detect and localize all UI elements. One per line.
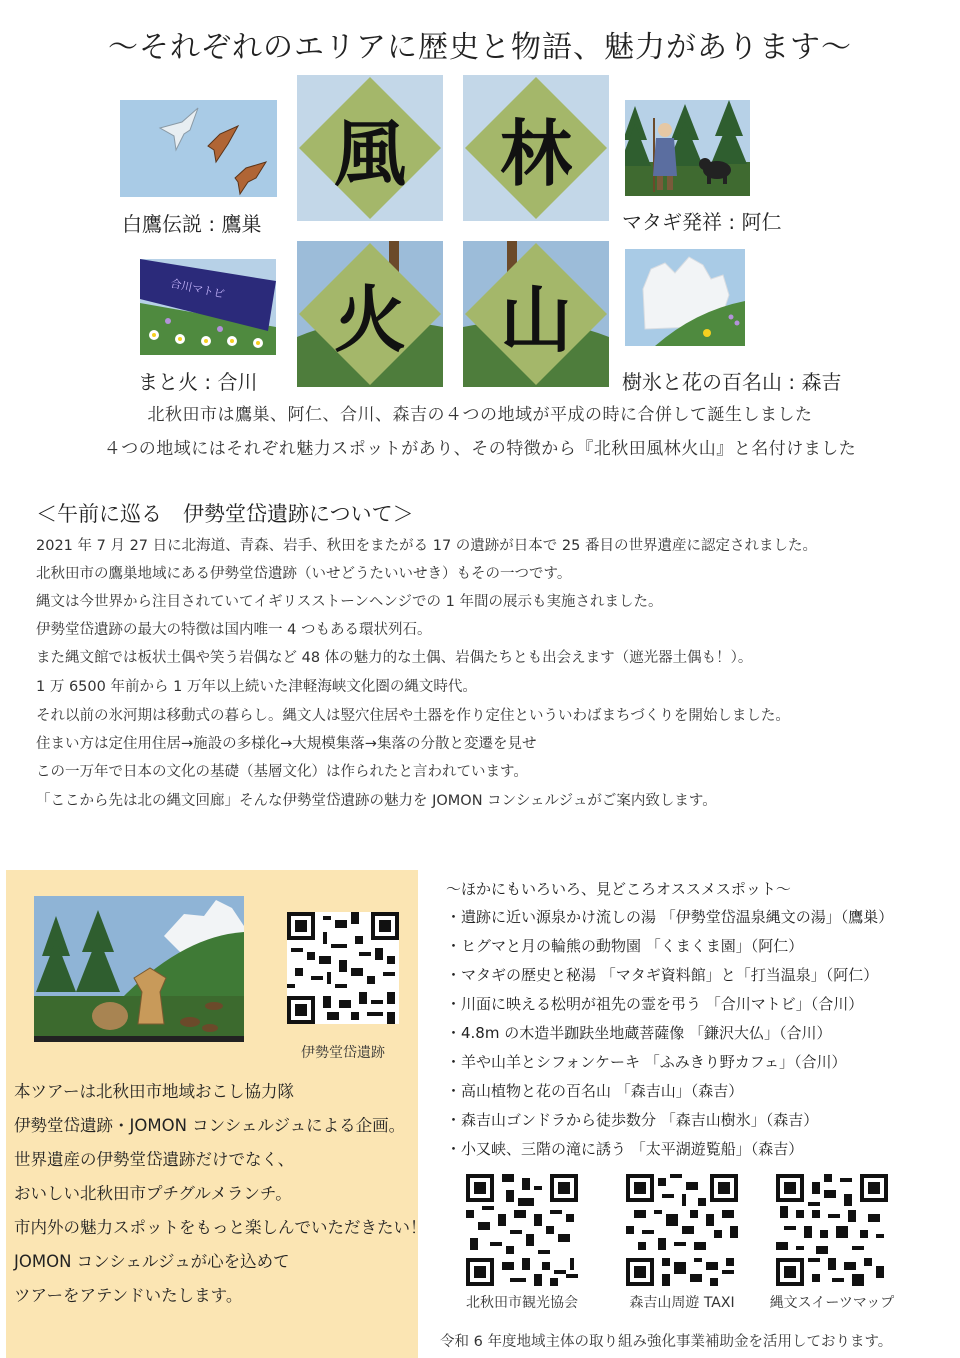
spot-item: ・マタギの歴史と秘湯 「マタギ資料館」と「打当温泉」（阿仁） bbox=[446, 966, 879, 984]
qr-label-sweets-map: 縄文スイーツマップ bbox=[769, 1295, 895, 1311]
section-heading: ＜午前に巡る 伊勢堂岱遺跡について＞ bbox=[36, 502, 414, 526]
qr-label-taxi: 森吉山周遊 TAXI bbox=[629, 1295, 735, 1311]
panel-line: 伊勢堂岱遺跡・JOMON コンシェルジュによる企画。 bbox=[14, 1116, 406, 1135]
banner-text: 合川マトビ bbox=[169, 276, 226, 302]
qr-label-tourism-association: 北秋田市観光協会 bbox=[466, 1295, 578, 1311]
caption-juhyo: 樹氷と花の百名山 : 森吉 bbox=[622, 370, 842, 394]
body-line: 2021 年 7 月 27 日に北海道、青森、岩手、秋田をまたがる 17 の遺跡が日本で 25 番目の世界遺産に認定されました。 bbox=[36, 538, 817, 554]
hawk-illustration bbox=[120, 100, 277, 197]
body-line: 「ここから先は北の縄文回廊」そんな伊勢堂岱遺跡の魅力を JOMON コンシェルジュがご案内致します。 bbox=[36, 793, 717, 809]
intro-line-1: 北秋田市は鷹巣、阿仁、合川、森吉の４つの地域が平成の時に合併して誕生しました bbox=[147, 405, 813, 425]
kanji-tile-ka bbox=[297, 241, 443, 387]
matagi-illustration bbox=[625, 100, 750, 196]
qr-code-sweets-map[interactable] bbox=[776, 1174, 888, 1286]
spot-item: ・小又峡、三階の滝に誘う 「太平湖遊覧船」（森吉） bbox=[446, 1140, 804, 1158]
spot-item: ・川面に映える松明が祖先の霊を弔う 「合川マトビ」（合川） bbox=[446, 995, 864, 1013]
panel-line: おいしい北秋田市プチグルメランチ。 bbox=[14, 1184, 292, 1203]
page-title: 〜それぞれのエリアに歴史と物語、魅力があります〜 bbox=[108, 30, 852, 65]
body-line: 住まい方は定住用住居→施設の多様化→大規模集落→集落の分散と変遷を見せ bbox=[36, 736, 537, 752]
juhyo-illustration bbox=[625, 249, 745, 346]
spot-item: ・ヒグマと月の輪熊の動物園 「くまくま園」（阿仁） bbox=[446, 937, 804, 955]
caption-taka: 白鷹伝説 : 鷹巣 bbox=[122, 212, 262, 236]
spot-item: ・森吉山ゴンドラから徒歩数分 「森吉山樹氷」（森吉） bbox=[446, 1111, 819, 1129]
kanji-tile-zan bbox=[463, 241, 609, 387]
spot-item: ・羊や山羊とシフォンケーキ 「ふみきり野カフェ」（合川） bbox=[446, 1053, 847, 1071]
kanji-tile-rin bbox=[463, 75, 609, 221]
panel-line: 本ツアーは北秋田市地域おこし協力隊 bbox=[14, 1082, 295, 1101]
qr-code-tourism-association[interactable] bbox=[466, 1174, 578, 1286]
spot-item: ・遺跡に近い源泉かけ流しの湯 「伊勢堂岱温泉縄文の湯」（鷹巣） bbox=[446, 908, 894, 926]
caption-matobi: まと火 : 合川 bbox=[138, 370, 258, 394]
qr-label-isedotai: 伊勢堂岱遺跡 bbox=[301, 1045, 385, 1061]
body-line: また縄文館では板状土偶や笑う岩偶など 48 体の魅力的な土偶、岩偶たちとも出会えます（遮光器土偶も！）。 bbox=[36, 650, 753, 666]
intro-line-2: ４つの地域にはそれぞれ魅力スポットがあり、その特徴から『北秋田風林火山』と名付けました bbox=[103, 439, 857, 459]
subsidy-footnote: 令和 6 年度地域主体の取り組み強化事業補助金を活用しております。 bbox=[440, 1334, 893, 1350]
body-line: この一万年で日本の文化の基礎（基層文化）は作られたと言われています。 bbox=[36, 764, 528, 780]
body-line: 北秋田市の鷹巣地域にある伊勢堂岱遺跡（いせどうたいいせき）もその一つです。 bbox=[36, 566, 572, 582]
panel-line: JOMON コンシェルジュが心を込めて bbox=[14, 1252, 290, 1271]
kanji-fu: 風 bbox=[333, 111, 406, 196]
matobi-illustration bbox=[140, 259, 276, 355]
kanji-zan: 山 bbox=[499, 277, 572, 362]
panel-line: 市内外の魅力スポットをもっと楽しんでいただきたい！ bbox=[14, 1218, 427, 1237]
spots-heading: 〜ほかにもいろいろ、見どころオススメスポット〜 bbox=[446, 880, 791, 898]
spot-item: ・4.8m の木造半跏趺坐地蔵菩薩像 「鎌沢大仏」（合川） bbox=[446, 1024, 832, 1042]
isedotai-illustration bbox=[34, 896, 244, 1042]
qr-code-isedotai[interactable] bbox=[287, 912, 399, 1024]
qr-code-taxi[interactable] bbox=[626, 1174, 738, 1286]
kanji-tile-fu bbox=[297, 75, 443, 221]
panel-line: 世界遺産の伊勢堂岱遺跡だけでなく、 bbox=[14, 1150, 295, 1169]
body-line: 縄文は今世界から注目されていてイギリスストーンヘンジでの 1 年間の展示も実施されました。 bbox=[36, 594, 663, 610]
spot-item: ・高山植物と花の百名山 「森吉山」（森吉） bbox=[446, 1082, 744, 1100]
kanji-ka: 火 bbox=[333, 277, 406, 362]
kanji-rin: 林 bbox=[499, 111, 572, 196]
body-line: 伊勢堂岱遺跡の最大の特徴は国内唯一 4 つもある環状列石。 bbox=[36, 622, 432, 638]
body-line: それ以前の氷河期は移動式の暮らし。縄文人は竪穴住居や土器を作り定住といういわばまちづくりを開始しました。 bbox=[36, 708, 790, 724]
body-line: 1 万 6500 年前から 1 万年以上続いた津軽海峡文化圏の縄文時代。 bbox=[36, 679, 477, 695]
caption-matagi: マタギ発祥 : 阿仁 bbox=[622, 210, 782, 234]
panel-line: ツアーをアテンドいたします。 bbox=[14, 1286, 243, 1305]
